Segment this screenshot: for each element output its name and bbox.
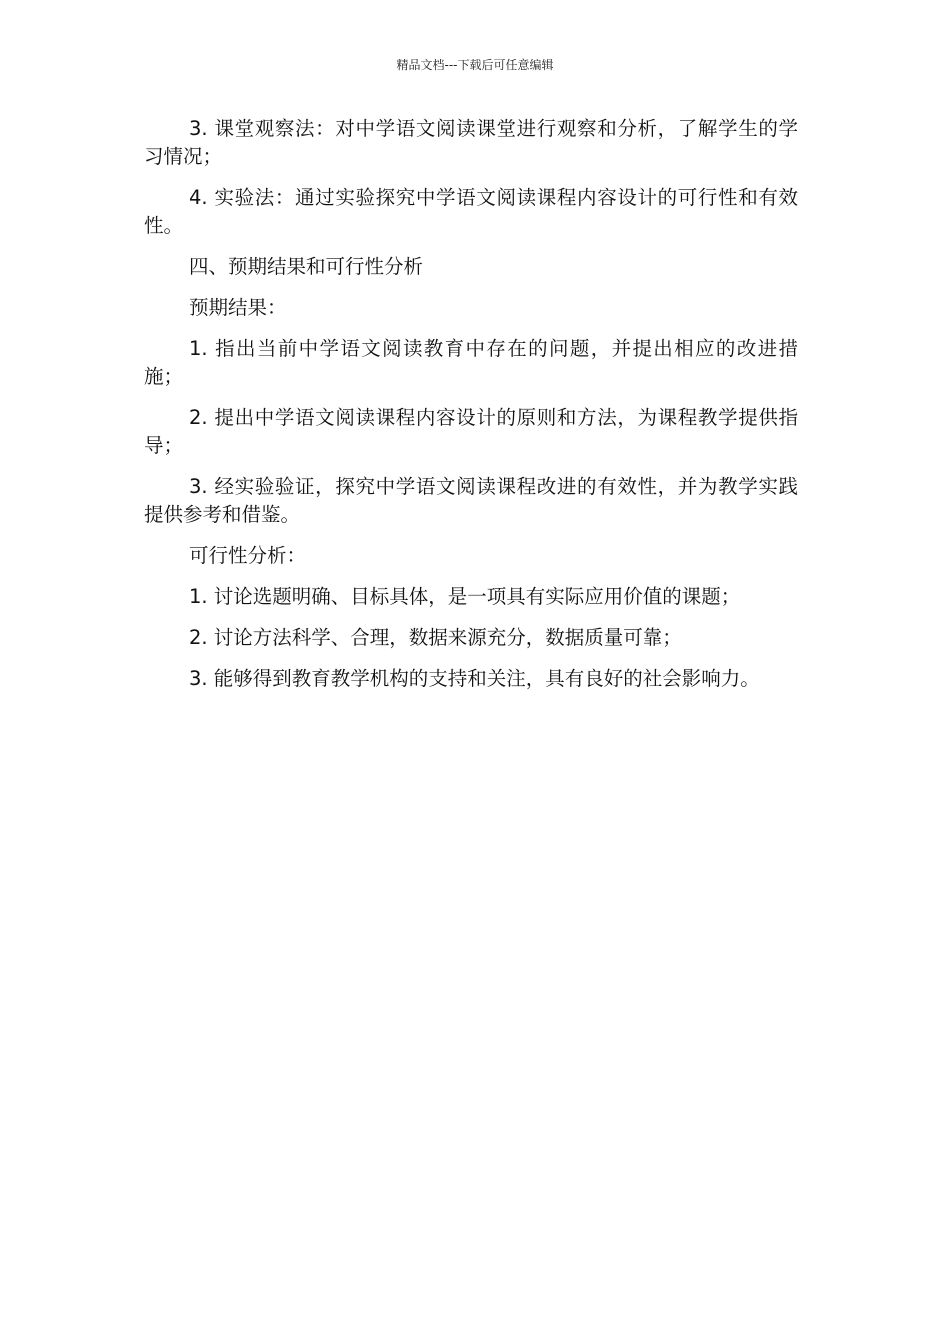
paragraph-feasibility-1: 1. 讨论选题明确、目标具体，是一项具有实际应用价值的课题； (189, 585, 741, 608)
paragraph-method-3: 3. 课堂观察法：对中学语文阅读课堂进行观察和分析，了解学生的学习情况； (144, 117, 798, 168)
paragraph-result-1: 1. 指出当前中学语文阅读教育中存在的问题，并提出相应的改进措施； (144, 337, 798, 388)
paragraph-result-2: 2. 提出中学语文阅读课程内容设计的原则和方法，为课程教学提供指导； (144, 406, 798, 457)
paragraph-feasibility-3: 3. 能够得到教育教学机构的支持和关注，具有良好的社会影响力。 (189, 667, 760, 690)
page-header: 精品文档---下载后可任意编辑 (396, 58, 554, 72)
paragraph-method-4: 4. 实验法：通过实验探究中学语文阅读课程内容设计的可行性和有效性。 (144, 186, 798, 237)
section-heading: 四、预期结果和可行性分析 (189, 255, 424, 278)
subheading-expected-results: 预期结果： (189, 296, 287, 319)
document-body (144, 115, 798, 706)
subheading-feasibility: 可行性分析： (189, 544, 307, 567)
paragraph-result-3: 3. 经实验验证，探究中学语文阅读课程改进的有效性，并为教学实践提供参考和借鉴。 (144, 475, 798, 526)
paragraph-feasibility-2: 2. 讨论方法科学、合理，数据来源充分，数据质量可靠； (189, 626, 682, 649)
